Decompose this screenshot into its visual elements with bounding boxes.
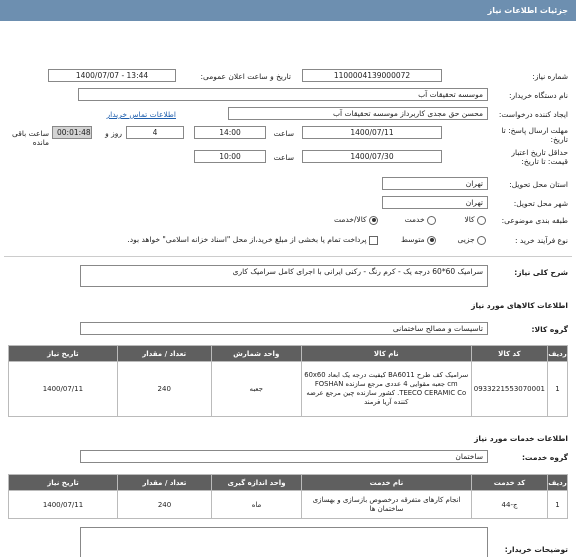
announce-label: تاریخ و ساعت اعلان عمومی:: [200, 72, 291, 81]
description-field: سرامیک 60*60 درجه یک - کرم رنگ - رکنی ایرانی با اجرای کامل سرامیک کاری: [80, 265, 488, 287]
announce-field: 1400/07/07 - 13:44: [48, 69, 176, 82]
need-number-field: 1100004139000072: [302, 69, 442, 82]
process-option-medium[interactable]: متوسط: [401, 235, 436, 245]
col-index: ردیف: [548, 475, 568, 491]
goods-group-label: گروه کالا:: [531, 325, 568, 334]
services-section-title: اطلاعات خدمات مورد نیاز: [474, 434, 568, 443]
col-qty: تعداد / مقدار: [117, 346, 211, 362]
cell-date: 1400/07/11: [9, 491, 118, 519]
table-row[interactable]: [9, 362, 568, 417]
table-row[interactable]: [9, 491, 568, 519]
col-code: کد کالا: [471, 346, 547, 362]
buyer-label: نام دستگاه خریدار:: [508, 91, 568, 100]
services-table: [8, 474, 568, 519]
cell-code: 0933221553070001: [471, 362, 547, 417]
radio-selected-icon[interactable]: [427, 236, 436, 245]
col-date: تاریخ نیاز: [9, 475, 118, 491]
creator-field: محسن حق مجدی کاربرداز موسسه تحقیقات آب: [228, 107, 488, 120]
cell-index: 1: [548, 362, 568, 417]
table-header-row: [9, 346, 568, 362]
category-option-goods[interactable]: کالا: [464, 215, 486, 225]
buyer-notes-field: [80, 527, 488, 557]
city-label: شهر محل تحویل:: [513, 199, 568, 208]
services-group-label: گروه خدمت:: [521, 453, 568, 462]
col-name: نام خدمت: [302, 475, 472, 491]
deadline-date-field: 1400/07/11: [302, 126, 442, 139]
contact-buyer-link[interactable]: اطلاعات تماس خریدار: [106, 110, 176, 119]
divider: [4, 256, 572, 257]
process-option-minor[interactable]: جزیی: [457, 235, 486, 245]
buyer-field: موسسه تحقیقات آب: [78, 88, 488, 101]
radio-selected-icon[interactable]: [369, 216, 378, 225]
page-header: جزئیات اطلاعات نیاز: [0, 0, 576, 21]
creator-label: ایجاد کننده درخواست:: [498, 110, 568, 119]
validity-time-field: 10:00: [194, 150, 266, 163]
col-index: ردیف: [548, 346, 568, 362]
validity-date-field: 1400/07/30: [302, 150, 442, 163]
days-label: روز و: [105, 129, 122, 138]
cell-unit: ماه: [212, 491, 302, 519]
col-qty: تعداد / مقدار: [118, 475, 212, 491]
col-unit: واحد شمارش: [211, 346, 301, 362]
process-label: نوع فرآیند خرید :: [514, 236, 568, 245]
radio-icon[interactable]: [477, 236, 486, 245]
goods-group-field: تاسیسات و مصالح ساختمانی: [80, 322, 488, 335]
remaining-time-field: 00:01:48: [52, 126, 92, 139]
cell-index: 1: [548, 491, 568, 519]
deadline-label: مهلت ارسال پاسخ: تا تاریخ:: [501, 126, 568, 144]
cell-code: ج-44: [472, 491, 548, 519]
col-unit: واحد اندازه گیری: [212, 475, 302, 491]
col-date: تاریخ نیاز: [9, 346, 118, 362]
checkbox-icon[interactable]: [369, 236, 378, 245]
buyer-notes-label: توضیحات خریدار:: [504, 545, 568, 554]
goods-table: [8, 345, 568, 417]
description-label: شرح کلی نیاز:: [514, 268, 568, 277]
remaining-label: ساعت باقی مانده: [11, 129, 49, 147]
validity-time-label: ساعت: [273, 153, 294, 162]
cell-name: سرامیک کف طرح BA6011 کیفیت درجه یک ابعاد 60x60 cm جعبه مقوایی 4 عددی مرجع سازنده FOSHAN TEECO CERAMIC Co. کشور سازنده چین مرجع عرضه کننده آریا فرمند: [301, 362, 471, 417]
cell-qty: 240: [117, 362, 211, 417]
services-group-field: ساختمان: [80, 450, 488, 463]
province-label: استان محل تحویل:: [509, 180, 568, 189]
goods-section-title: اطلاعات کالاهای مورد نیاز: [471, 301, 568, 310]
table-header-row: [9, 475, 568, 491]
cell-unit: جعبه: [211, 362, 301, 417]
city-field: تهران: [382, 196, 488, 209]
treasury-payment-option[interactable]: پرداخت تمام یا بخشی از مبلغ خرید،از محل "اسناد خزانه اسلامی" خواهد بود.: [127, 235, 378, 245]
deadline-time-label: ساعت: [273, 129, 294, 138]
radio-icon[interactable]: [427, 216, 436, 225]
category-option-goods-service[interactable]: کالا/خدمت: [334, 215, 378, 225]
col-code: کد خدمت: [472, 475, 548, 491]
category-label: طبقه بندی موضوعی:: [501, 216, 568, 225]
category-option-service[interactable]: خدمت: [405, 215, 436, 225]
days-field: 4: [126, 126, 184, 139]
cell-date: 1400/07/11: [9, 362, 118, 417]
col-name: نام کالا: [301, 346, 471, 362]
cell-qty: 240: [118, 491, 212, 519]
province-field: تهران: [382, 177, 488, 190]
radio-icon[interactable]: [477, 216, 486, 225]
need-number-label: شماره نیاز:: [532, 72, 568, 81]
cell-name: انجام کارهای متفرقه درخصوص بازسازی و بهسازی ساختمان ها: [302, 491, 472, 519]
deadline-time-field: 14:00: [194, 126, 266, 139]
validity-label: حداقل تاریخ اعتبار قیمت: تا تاریخ:: [511, 148, 568, 166]
